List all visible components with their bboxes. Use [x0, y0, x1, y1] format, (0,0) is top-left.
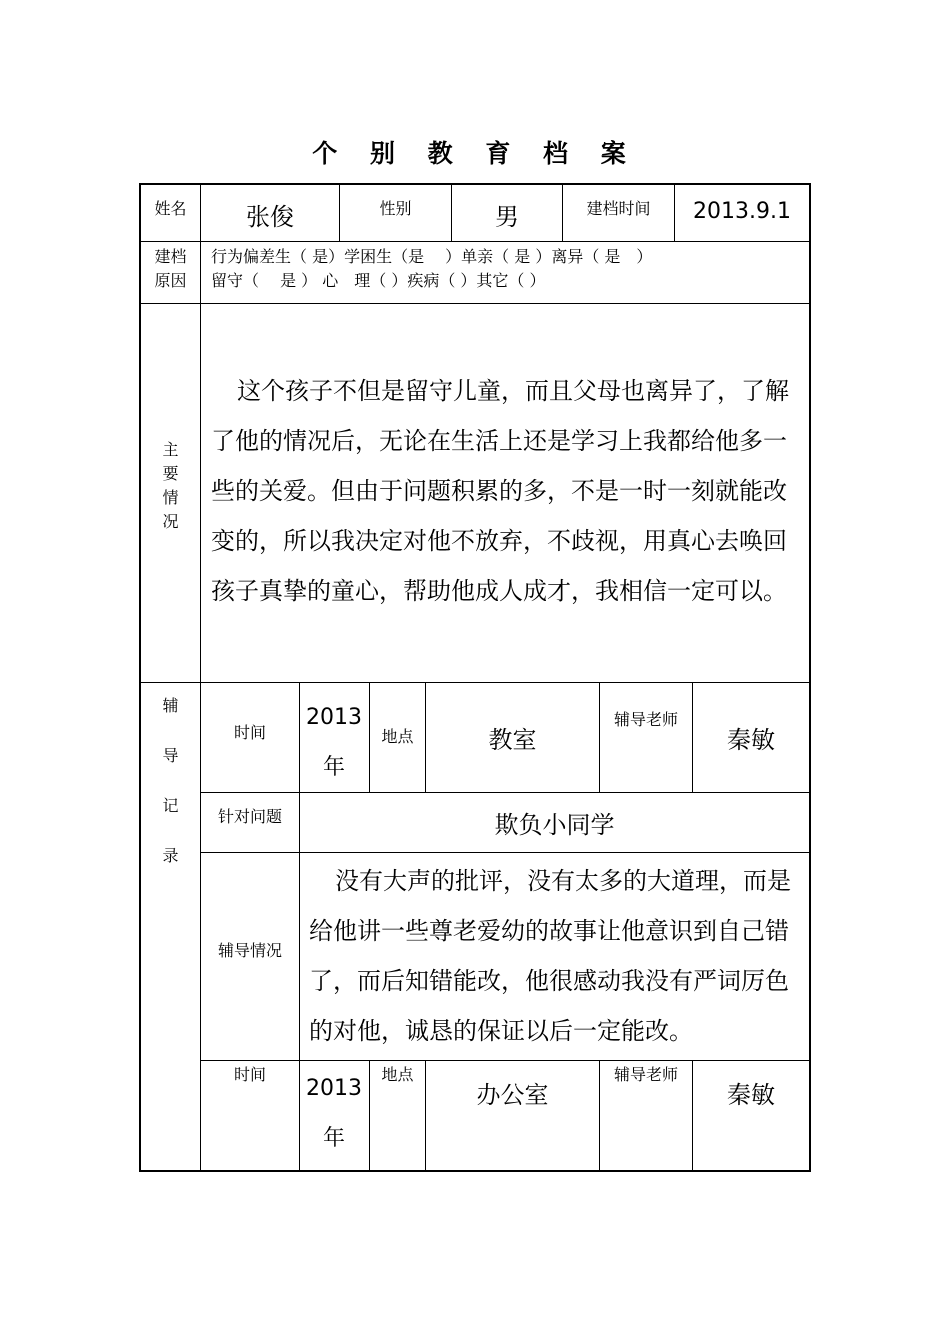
detail-label: 辅导情况	[217, 941, 282, 960]
reason-label	[141, 245, 200, 293]
situation-text: 这个孩子不但是留守儿童，而且父母也离异了，了解了他的情况后，无论在生活上还是学习上我都给他多一些的关爱。但由于问题积累的多，不是一时一刻就能改变的，所以我决定对他不放弃，不歧视，用真心去唤回孩子真挚的童心，帮助他成人成才，我相信一定可以。	[211, 377, 789, 605]
situation-label-char: 主	[162, 440, 179, 459]
record-2-place: 办公室	[476, 1081, 549, 1109]
counseling-label-char: 录	[162, 846, 179, 865]
situation-label-char: 要	[162, 464, 179, 483]
counseling-label-char: 导	[162, 746, 179, 765]
record-1-teacher: 秦敏	[727, 726, 775, 754]
teacher-label: 辅导老师	[613, 710, 678, 729]
gender-value: 男	[495, 203, 519, 231]
record-1-time: 2013年	[306, 705, 362, 780]
record-1-place: 教室	[488, 726, 537, 754]
counseling-label-char: 记	[162, 796, 179, 815]
time-label: 时间	[233, 1065, 266, 1084]
reason-label-line2: 原因	[154, 271, 187, 290]
situation-label-char: 情	[162, 488, 179, 507]
counseling-label-char: 辅	[162, 696, 179, 715]
record-2-teacher: 秦敏	[727, 1081, 775, 1109]
date-value: 2013.9.1	[693, 199, 791, 224]
reason-line-1: 行为偏差生（ 是）学困生（是 ）单亲（ 是 ）离异（ 是 ）	[211, 247, 653, 266]
situation-label-char: 况	[162, 512, 179, 531]
name-label: 姓名	[154, 199, 187, 218]
record-1-issue: 欺负小同学	[494, 811, 615, 839]
date-label: 建档时间	[586, 199, 651, 218]
situation-label	[141, 438, 200, 534]
teacher-label: 辅导老师	[613, 1065, 678, 1084]
name-value: 张俊	[246, 203, 294, 231]
time-label: 时间	[233, 723, 266, 742]
reason-label-line1: 建档	[154, 247, 187, 266]
place-label: 地点	[381, 1065, 414, 1084]
issue-label: 针对问题	[217, 807, 282, 826]
page-title: 个 别 教 育 档 案	[312, 139, 638, 168]
counseling-label	[141, 681, 200, 881]
gender-label: 性别	[379, 199, 412, 218]
place-label: 地点	[381, 727, 414, 746]
reason-line-2: 留守（ 是 ） 心 理（ ）疾病（ ）其它（ ）	[211, 271, 546, 290]
record-1-detail: 没有大声的批评，没有太多的大道理，而是给他讲一些尊老爱幼的故事让他意识到自己错了，而后知错能改，他很感动我没有严词厉色的对他，诚恳的保证以后一定能改。	[309, 867, 791, 1045]
record-2-time: 2013年	[306, 1076, 362, 1151]
